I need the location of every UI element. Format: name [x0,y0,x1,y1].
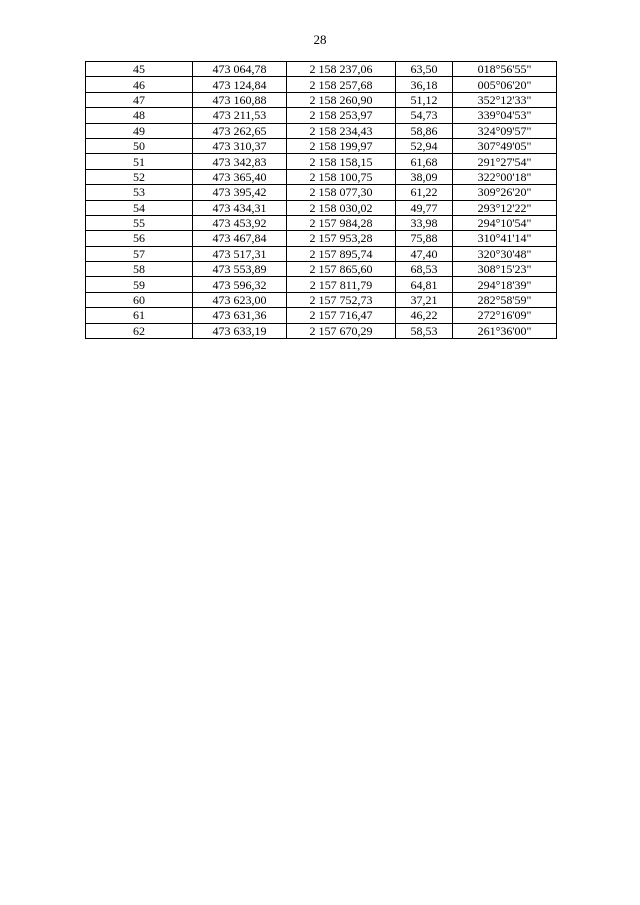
distance-cell: 38,09 [396,169,453,184]
x-coordinate-cell: 473 596,32 [193,277,287,292]
y-coordinate-cell: 2 157 670,29 [287,323,396,338]
table-row [86,92,557,107]
coordinates-table [85,61,557,339]
bearing-cell: 291°27'54" [453,154,557,169]
point-number-cell: 59 [86,277,193,292]
table-row [86,246,557,261]
point-number-cell: 46 [86,77,193,92]
distance-cell: 75,88 [396,231,453,246]
bearing-cell: 018°56'55" [453,62,557,77]
table-row [86,123,557,138]
distance-cell: 61,22 [396,185,453,200]
bearing-cell: 272°16'09" [453,308,557,323]
x-coordinate-cell: 473 395,42 [193,185,287,200]
distance-cell: 64,81 [396,277,453,292]
y-coordinate-cell: 2 158 234,43 [287,123,396,138]
x-coordinate-cell: 473 633,19 [193,323,287,338]
y-coordinate-cell: 2 158 257,68 [287,77,396,92]
distance-cell: 63,50 [396,62,453,77]
distance-cell: 37,21 [396,292,453,307]
bearing-cell: 293°12'22" [453,200,557,215]
y-coordinate-cell: 2 157 953,28 [287,231,396,246]
y-coordinate-cell: 2 157 865,60 [287,262,396,277]
table-row [86,262,557,277]
y-coordinate-cell: 2 158 030,02 [287,200,396,215]
table-row [86,138,557,153]
table-row [86,200,557,215]
point-number-cell: 61 [86,308,193,323]
x-coordinate-cell: 473 467,84 [193,231,287,246]
point-number-cell: 55 [86,215,193,230]
x-coordinate-cell: 473 517,31 [193,246,287,261]
distance-cell: 33,98 [396,215,453,230]
table-row [86,231,557,246]
point-number-cell: 49 [86,123,193,138]
point-number-cell: 56 [86,231,193,246]
point-number-cell: 51 [86,154,193,169]
bearing-cell: 294°10'54" [453,215,557,230]
table-row [86,154,557,169]
table-row [86,308,557,323]
x-coordinate-cell: 473 124,84 [193,77,287,92]
point-number-cell: 52 [86,169,193,184]
distance-cell: 36,18 [396,77,453,92]
point-number-cell: 58 [86,262,193,277]
y-coordinate-cell: 2 158 199,97 [287,138,396,153]
x-coordinate-cell: 473 631,36 [193,308,287,323]
distance-cell: 58,86 [396,123,453,138]
x-coordinate-cell: 473 553,89 [193,262,287,277]
y-coordinate-cell: 2 157 984,28 [287,215,396,230]
x-coordinate-cell: 473 310,37 [193,138,287,153]
y-coordinate-cell: 2 157 895,74 [287,246,396,261]
bearing-cell: 307°49'05" [453,138,557,153]
table-row [86,185,557,200]
table-row [86,215,557,230]
distance-cell: 51,12 [396,92,453,107]
point-number-cell: 57 [86,246,193,261]
x-coordinate-cell: 473 434,31 [193,200,287,215]
bearing-cell: 339°04'53" [453,108,557,123]
table-row [86,292,557,307]
x-coordinate-cell: 473 160,88 [193,92,287,107]
y-coordinate-cell: 2 157 716,47 [287,308,396,323]
bearing-cell: 324°09'57" [453,123,557,138]
point-number-cell: 62 [86,323,193,338]
y-coordinate-cell: 2 158 237,06 [287,62,396,77]
y-coordinate-cell: 2 157 811,79 [287,277,396,292]
distance-cell: 54,73 [396,108,453,123]
y-coordinate-cell: 2 158 253,97 [287,108,396,123]
bearing-cell: 282°58'59" [453,292,557,307]
x-coordinate-cell: 473 262,65 [193,123,287,138]
x-coordinate-cell: 473 211,53 [193,108,287,123]
page-number: 28 [313,32,327,47]
table-row [86,62,557,77]
table-row [86,169,557,184]
point-number-cell: 50 [86,138,193,153]
point-number-cell: 53 [86,185,193,200]
y-coordinate-cell: 2 158 077,30 [287,185,396,200]
point-number-cell: 54 [86,200,193,215]
point-number-cell: 48 [86,108,193,123]
bearing-cell: 322°00'18" [453,169,557,184]
bearing-cell: 308°15'23" [453,262,557,277]
coordinates-table-body [86,62,557,339]
bearing-cell: 309°26'20" [453,185,557,200]
y-coordinate-cell: 2 158 100,75 [287,169,396,184]
bearing-cell: 320°30'48" [453,246,557,261]
bearing-cell: 005°06'20" [453,77,557,92]
point-number-cell: 47 [86,92,193,107]
table-row [86,108,557,123]
bearing-cell: 310°41'14" [453,231,557,246]
x-coordinate-cell: 473 623,00 [193,292,287,307]
table-row [86,277,557,292]
x-coordinate-cell: 473 064,78 [193,62,287,77]
distance-cell: 49,77 [396,200,453,215]
y-coordinate-cell: 2 158 260,90 [287,92,396,107]
x-coordinate-cell: 473 453,92 [193,215,287,230]
bearing-cell: 294°18'39" [453,277,557,292]
x-coordinate-cell: 473 365,40 [193,169,287,184]
bearing-cell: 352°12'33" [453,92,557,107]
point-number-cell: 45 [86,62,193,77]
distance-cell: 68,53 [396,262,453,277]
distance-cell: 52,94 [396,138,453,153]
distance-cell: 58,53 [396,323,453,338]
distance-cell: 47,40 [396,246,453,261]
y-coordinate-cell: 2 158 158,15 [287,154,396,169]
distance-cell: 61,68 [396,154,453,169]
table-row [86,77,557,92]
point-number-cell: 60 [86,292,193,307]
bearing-cell: 261°36'00" [453,323,557,338]
y-coordinate-cell: 2 157 752,73 [287,292,396,307]
table-row [86,323,557,338]
distance-cell: 46,22 [396,308,453,323]
x-coordinate-cell: 473 342,83 [193,154,287,169]
